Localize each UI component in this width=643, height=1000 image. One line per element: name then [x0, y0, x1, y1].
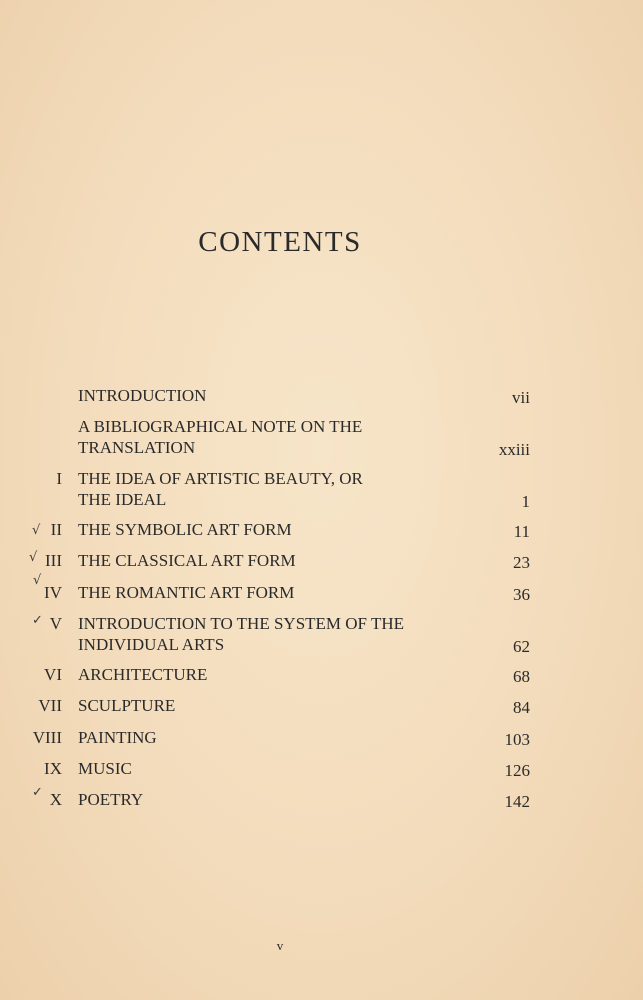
chapter-title-line: POETRY — [78, 790, 144, 809]
chapter-number: IX — [44, 759, 62, 778]
chapter-title — [78, 758, 478, 779]
page-number: vii — [512, 388, 530, 407]
chapter-title — [78, 664, 478, 685]
chapter-title — [78, 468, 478, 510]
page-number: 142 — [504, 792, 530, 811]
chapter-title — [78, 727, 478, 748]
chapter-title-line: PAINTING — [78, 728, 157, 747]
handwritten-check-mark-icon: √ — [32, 523, 41, 538]
chapter-number: II — [50, 520, 62, 539]
chapter-title — [78, 613, 478, 655]
chapter-number: IV — [44, 583, 62, 602]
page-number: 84 — [513, 698, 530, 717]
chapter-title — [78, 789, 478, 810]
chapter-number: VIII — [32, 728, 62, 747]
page-number: 68 — [513, 667, 530, 686]
page-number: 23 — [513, 553, 530, 572]
page-number: 1 — [521, 492, 530, 511]
page-number: 103 — [504, 730, 530, 749]
folio-page-number: v — [276, 938, 284, 953]
handwritten-check-mark-icon: √ — [33, 573, 42, 588]
handwritten-check-mark-icon: ✓ — [32, 785, 43, 800]
chapter-number: III — [45, 551, 62, 570]
chapter-title-line: TRANSLATION — [78, 438, 196, 457]
page-number: 36 — [513, 585, 530, 604]
chapter-number: V — [49, 614, 62, 633]
chapter-title-line: MUSIC — [78, 759, 132, 778]
chapter-title-line: INTRODUCTION — [78, 386, 207, 405]
chapter-title — [78, 582, 478, 603]
chapter-title-line: THE CLASSICAL ART FORM — [78, 551, 296, 570]
page-number: 62 — [513, 637, 530, 656]
chapter-title-line: THE IDEAL — [78, 490, 167, 509]
chapter-title-line: A BIBLIOGRAPHICAL NOTE ON THE — [78, 417, 363, 436]
chapter-title — [78, 385, 478, 406]
page-number: xxiii — [498, 440, 530, 459]
handwritten-check-mark-icon: √ — [29, 550, 38, 565]
chapter-number: X — [49, 790, 62, 809]
chapter-title — [78, 550, 478, 571]
chapter-title-line: INDIVIDUAL ARTS — [78, 635, 225, 654]
chapter-title-line: ARCHITECTURE — [78, 665, 208, 684]
chapter-title-line: INTRODUCTION TO THE SYSTEM OF THE — [78, 614, 405, 633]
chapter-number: VI — [44, 665, 62, 684]
page-number: 126 — [504, 761, 530, 780]
chapter-title — [78, 695, 478, 716]
chapter-title-line: SCULPTURE — [78, 696, 176, 715]
chapter-title-line: THE SYMBOLIC ART FORM — [78, 520, 292, 539]
chapter-number: VII — [38, 696, 62, 715]
chapter-title — [78, 416, 478, 458]
handwritten-check-mark-icon: ✓ — [32, 613, 43, 628]
page-number: 11 — [513, 522, 530, 541]
chapter-number: I — [56, 469, 62, 488]
chapter-title-line: THE ROMANTIC ART FORM — [78, 583, 295, 602]
chapter-title-line: THE IDEA OF ARTISTIC BEAUTY, OR — [78, 469, 363, 488]
page-title: CONTENTS — [198, 226, 362, 258]
chapter-title — [78, 519, 478, 540]
